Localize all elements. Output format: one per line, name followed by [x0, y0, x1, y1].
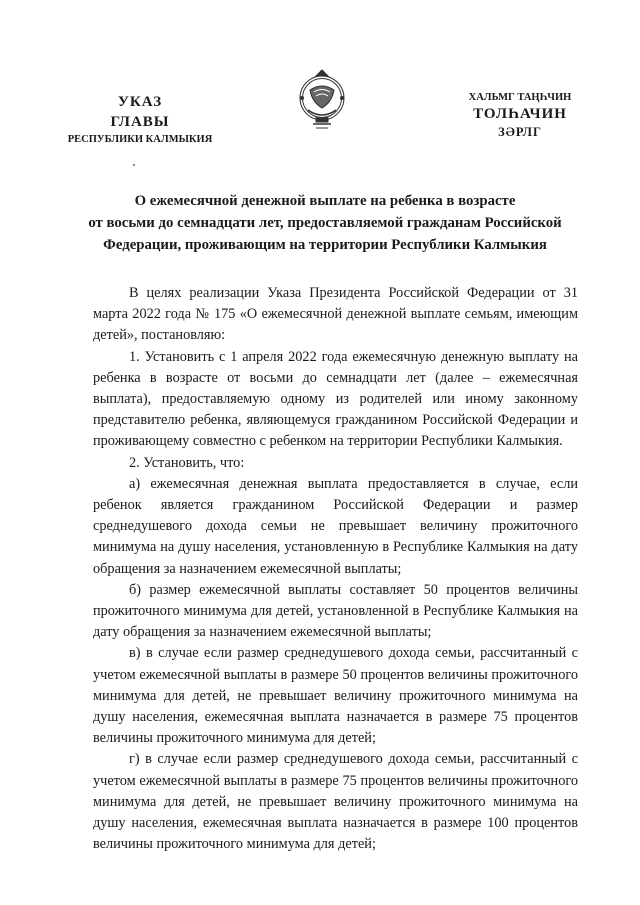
paragraph-preamble: В целях реализации Указа Президента Российской Федерации от 31 марта 2022 года № 175 «О ежемесячной денежной выплате семьям, имеющим детей», постановляю:	[93, 285, 578, 344]
paragraph-item-2g: г) в случае если размер среднедушевого дохода семьи, рассчитанный с учетом ежемесячной выплаты в размере 75 процентов величины прожиточного минимума для детей, не превышает величину прожиточного минимума на душу населения, ежемесячная выплата назначается в размере 100 процентов величины прожиточного минимума для детей;	[93, 751, 578, 853]
paragraph-item-2: 2. Установить, что:	[129, 454, 245, 471]
paragraph-item-1: 1. Установить с 1 апреля 2022 года ежемесячную денежную выплату на ребенка в возрасте от восьми до семнадцати лет (далее – ежемесячная выплата), предоставляемую одному из родителей или иному законному представителю ребенка, являющемуся гражданином Российской Федерации и проживающему совместно с ребенком на территории Республики Калмыкия.	[93, 348, 578, 450]
title-line-3: Федерации, проживающим на территории Республики Калмыкия	[103, 237, 547, 253]
decree-body	[93, 283, 578, 855]
coat-of-arms-emblem-icon	[296, 68, 348, 134]
header-left-line-2: ГЛАВЫ	[110, 114, 170, 130]
decree-title	[40, 190, 610, 256]
header-left-line-3: РЕСПУБЛИКИ КАЛМЫКИЯ	[67, 134, 213, 145]
paragraph-item-2a: а) ежемесячная денежная выплата предоставляется в случае, если ребенок является гражданином Российской Федерации и размер среднедушевого дохода семьи не превышает величину прожиточного минимума на душу населения, установленную в Республике Калмыкия на дату обращения за назначением ежемесячной выплаты;	[93, 475, 578, 577]
paragraph-item-2b: б) размер ежемесячной выплаты составляет 50 процентов величины прожиточного минимума для детей, установленной в Республике Калмыкия на дату обращения за назначением ежемесячной выплаты;	[93, 581, 578, 641]
header-right-line-1: ХАЛЬМГ ТАҢҺЧИН	[468, 92, 572, 103]
header-left-line-1: УКАЗ	[117, 94, 163, 110]
header-right-block	[445, 90, 595, 141]
paragraph-item-2v: в) в случае если размер среднедушевого дохода семьи, рассчитанный с учетом ежемесячной выплаты в размере 50 процентов величины прожиточного минимума для детей, не превышает величину прожиточного минимума на душу населения, ежемесячная выплата назначается в размере 75 процентов величины прожиточного минимума для детей;	[93, 645, 578, 747]
scan-speck	[133, 164, 135, 166]
title-line-1: О ежемесячной денежной выплате на ребенка в возрасте	[134, 193, 516, 209]
title-line-2: от восьми до семнадцати лет, предоставляемой гражданам Российской	[88, 215, 562, 231]
header-left-block	[50, 92, 230, 147]
header-right-line-2: ТОЛҺАЧИН	[473, 106, 567, 122]
header-right-line-3: ЗӘРЛГ	[498, 125, 542, 139]
